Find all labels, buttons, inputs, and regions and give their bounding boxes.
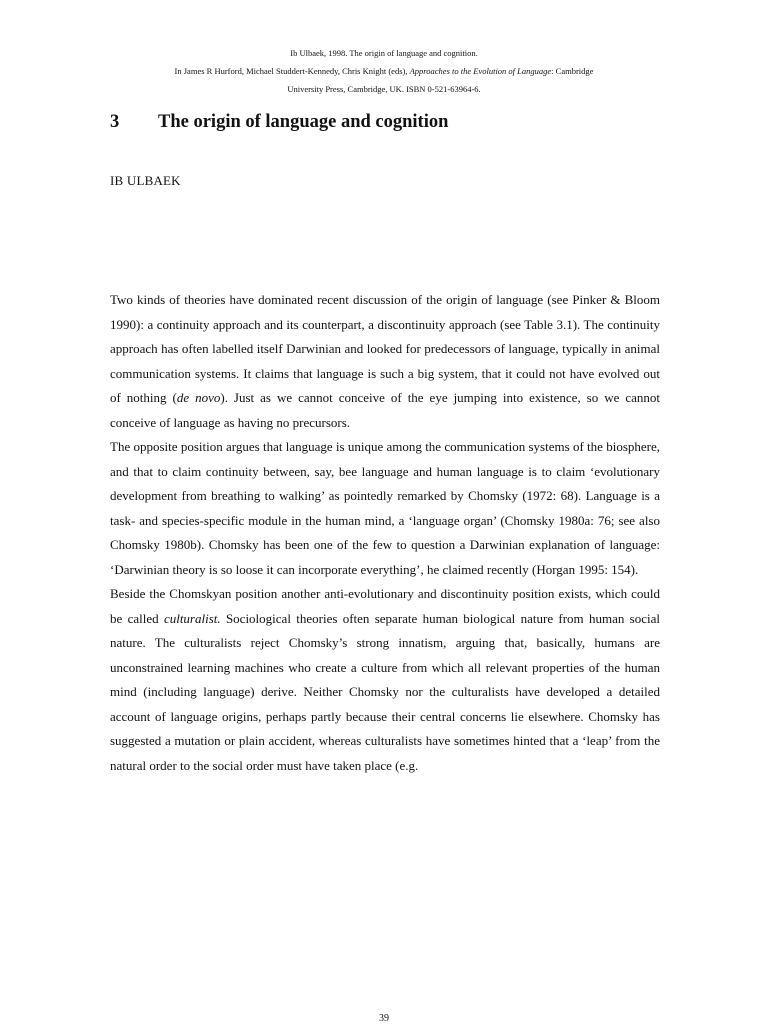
- page-number: 39: [379, 1013, 389, 1024]
- paragraph-3-text-b: Sociological theories often separate human biological nature from human social nature. The culturalists reject Chomsky’s strong innatism, arguing that, basically, humans are unconstrained learning machines who create a culture from which all relevant properties of the human mind (including language) derive. Neither Chomsky nor the culturalists have developed a detailed account of language origins, perhaps partly because their central concerns lie elsewhere. Chomsky has suggested a mutation or plain accident, whereas culturalists have sometimes hinted that a ‘leap’ from the natural order to the social order must have taken place (e.g.: [110, 610, 660, 773]
- paragraph-3-text-a: Beside the Chomskyan position another anti-evolutionary and discontinuity position exists, which could be called: [110, 586, 660, 626]
- paragraph-1-text-a: Two kinds of theories have dominated recent discussion of the origin of language (see Pinker & Bloom 1990): a continuity approach and its counterpart, a discontinuity approach (see Table 3.1). The continuity approach has often labelled itself Darwinian and looked for predecessors of language, typically in animal communication systems. It claims that language is such a big system, that it could not have evolved out of nothing (: [110, 292, 660, 405]
- chapter-heading: [110, 110, 670, 134]
- paragraph-continuity: [110, 288, 660, 435]
- paragraph-1-italic: de novo: [176, 390, 221, 405]
- chapter-title: The origin of language and cognition: [158, 112, 449, 132]
- citation-book-title: Approaches to the Evolution of Language: [409, 66, 552, 76]
- citation-publisher: : Cambridge: [551, 66, 594, 76]
- paragraph-opposite-position: The opposite position argues that language is unique among the communication systems of the biosphere, and that to claim continuity between, say, bee language and human language is to claim ‘evolutionary development from breathing to walking’ as pointedly remarked by Chomsky (1972: 68). Language is a task- and species-specific module in the human mind, a ‘language organ’ (Chomsky 1980a: 76; see also Chomsky 1980b). Chomsky has been one of the few to question a Darwinian explanation of language: ‘Darwinian theory is so loose it can incorporate everything’, he claimed recently (Horgan 1995: 154).: [110, 439, 660, 577]
- citation-line-2: [60, 62, 708, 80]
- citation-line-3: University Press, Cambridge, UK. ISBN 0-521-63964-6.: [287, 84, 481, 94]
- chapter-number: 3: [110, 112, 120, 132]
- paragraph-1-text-b: ). Just as we cannot conceive of the eye jumping into existence, so we cannot conceive of language as having no precursors.: [110, 390, 660, 430]
- citation-header: [60, 44, 708, 98]
- paragraph-culturalist: [110, 582, 660, 778]
- citation-line-1: Ib Ulbaek, 1998. The origin of language and cognition.: [290, 48, 478, 58]
- author-name: IB ULBAEK: [110, 173, 181, 188]
- citation-editors: In James R Hurford, Michael Studdert-Kennedy, Chris Knight (eds),: [174, 66, 410, 76]
- body-text: [110, 288, 660, 778]
- paragraph-3-italic: culturalist.: [163, 610, 221, 626]
